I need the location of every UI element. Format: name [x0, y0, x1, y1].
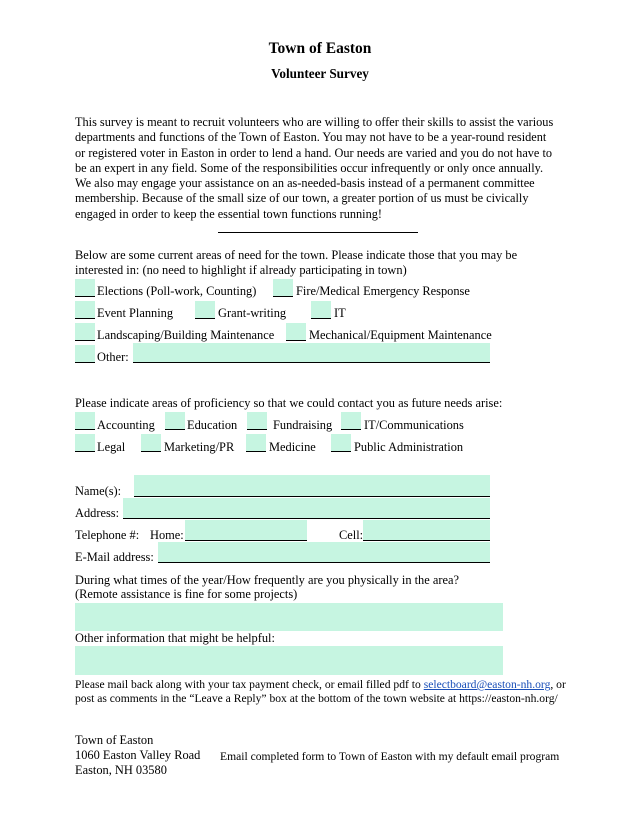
home-label: Home: — [150, 528, 184, 542]
footer-address-line2: 1060 Easton Valley Road — [75, 748, 201, 762]
elections-label: Elections (Poll-work, Counting) — [97, 284, 257, 298]
home-phone-input[interactable] — [185, 520, 307, 541]
fire-medical-label: Fire/Medical Emergency Response — [296, 284, 470, 298]
name-input[interactable] — [134, 475, 490, 497]
intro-line: or registered voter in Easton in order to lend a hand. Our needs are varied and you do not have to — [75, 145, 553, 160]
times-question-line2: (Remote assistance is fine for some projects) — [75, 587, 298, 601]
other-input[interactable] — [133, 343, 490, 363]
footer-address-line3: Easton, NH 03580 — [75, 763, 167, 777]
public-administration-checkbox[interactable] — [331, 434, 351, 452]
fundraising-checkbox[interactable] — [247, 412, 267, 430]
mail-instructions-line2: post as comments in the “Leave a Reply” box at the bottom of the town website at https://easton-nh.org/ — [75, 692, 558, 705]
education-checkbox[interactable] — [165, 412, 185, 430]
mail-text-after: , or — [550, 678, 566, 691]
page-subtitle: Volunteer Survey — [271, 66, 369, 81]
it-communications-label: IT/Communications — [364, 418, 464, 432]
intro-line: be an expert in any field. Some of the responsibilities occur infrequently or only once annually. — [75, 160, 544, 175]
mechanical-checkbox[interactable] — [286, 323, 306, 341]
other-info-textarea[interactable] — [75, 646, 503, 675]
divider — [218, 232, 418, 233]
event-planning-label: Event Planning — [97, 306, 174, 320]
times-textarea[interactable] — [75, 603, 503, 631]
it-label: IT — [334, 306, 346, 320]
landscaping-checkbox[interactable] — [75, 323, 95, 341]
cell-label: Cell: — [339, 528, 364, 542]
legal-checkbox[interactable] — [75, 434, 95, 452]
cell-phone-input[interactable] — [363, 520, 490, 541]
marketing-label: Marketing/PR — [164, 440, 235, 454]
landscaping-label: Landscaping/Building Maintenance — [97, 328, 275, 342]
address-label: Address: — [75, 506, 120, 520]
intro-line: departments and functions of the Town of Easton. You may not have to be a year-round resident — [75, 130, 547, 145]
legal-label: Legal — [97, 440, 126, 454]
education-label: Education — [187, 418, 238, 432]
other-label: Other: — [97, 350, 129, 364]
grant-writing-checkbox[interactable] — [195, 301, 215, 319]
name-label: Name(s): — [75, 484, 122, 498]
page-title: Town of Easton — [268, 40, 372, 57]
accounting-checkbox[interactable] — [75, 412, 95, 430]
accounting-label: Accounting — [97, 418, 155, 432]
intro-line: membership. Because of the small size of our town, a greater portion of us must be civically — [75, 191, 529, 206]
selectboard-email-link[interactable]: selectboard@easton-nh.org — [423, 678, 551, 691]
intro-line: We also may engage your assistance on an as-needed-basis instead of a permanent committee — [75, 176, 535, 191]
grant-writing-label: Grant-writing — [218, 306, 287, 320]
email-input[interactable] — [158, 542, 490, 563]
intro-paragraph — [75, 115, 575, 222]
other-info-label: Other information that might be helpful: — [75, 631, 275, 645]
mail-text-before: Please mail back along with your tax payment check, or email filled pdf to — [75, 678, 424, 691]
mail-instructions-line1 — [75, 677, 566, 692]
telephone-label: Telephone #: — [75, 528, 140, 542]
event-planning-checkbox[interactable] — [75, 301, 95, 319]
other-checkbox[interactable] — [75, 345, 95, 363]
proficiency-prompt: Please indicate areas of proficiency so that we could contact you as future needs arise: — [75, 396, 503, 410]
intro-line: This survey is meant to recruit volunteers who are willing to offer their skills to assist the various — [75, 115, 554, 129]
email-label: E-Mail address: — [75, 550, 154, 564]
email-form-button[interactable]: Email completed form to Town of Easton with my default email program — [220, 750, 560, 763]
mechanical-label: Mechanical/Equipment Maintenance — [309, 328, 492, 342]
medicine-checkbox[interactable] — [246, 434, 266, 452]
public-administration-label: Public Administration — [354, 440, 464, 454]
fire-medical-checkbox[interactable] — [273, 279, 293, 297]
footer-address-line1: Town of Easton — [75, 733, 154, 747]
marketing-checkbox[interactable] — [141, 434, 161, 452]
it-communications-checkbox[interactable] — [341, 412, 361, 430]
medicine-label: Medicine — [269, 440, 316, 454]
fundraising-label: Fundraising — [273, 418, 333, 432]
needs-prompt-line1: Below are some current areas of need for the town. Please indicate those that you may be — [75, 248, 518, 262]
it-checkbox[interactable] — [311, 301, 331, 319]
intro-line: engaged in order to keep the essential town functions running! — [75, 206, 382, 221]
address-input[interactable] — [123, 498, 490, 519]
times-question-line1: During what times of the year/How frequently are you physically in the area? — [75, 573, 459, 587]
needs-prompt-line2: interested in: (no need to highlight if already participating in town) — [75, 263, 407, 277]
elections-checkbox[interactable] — [75, 279, 95, 297]
